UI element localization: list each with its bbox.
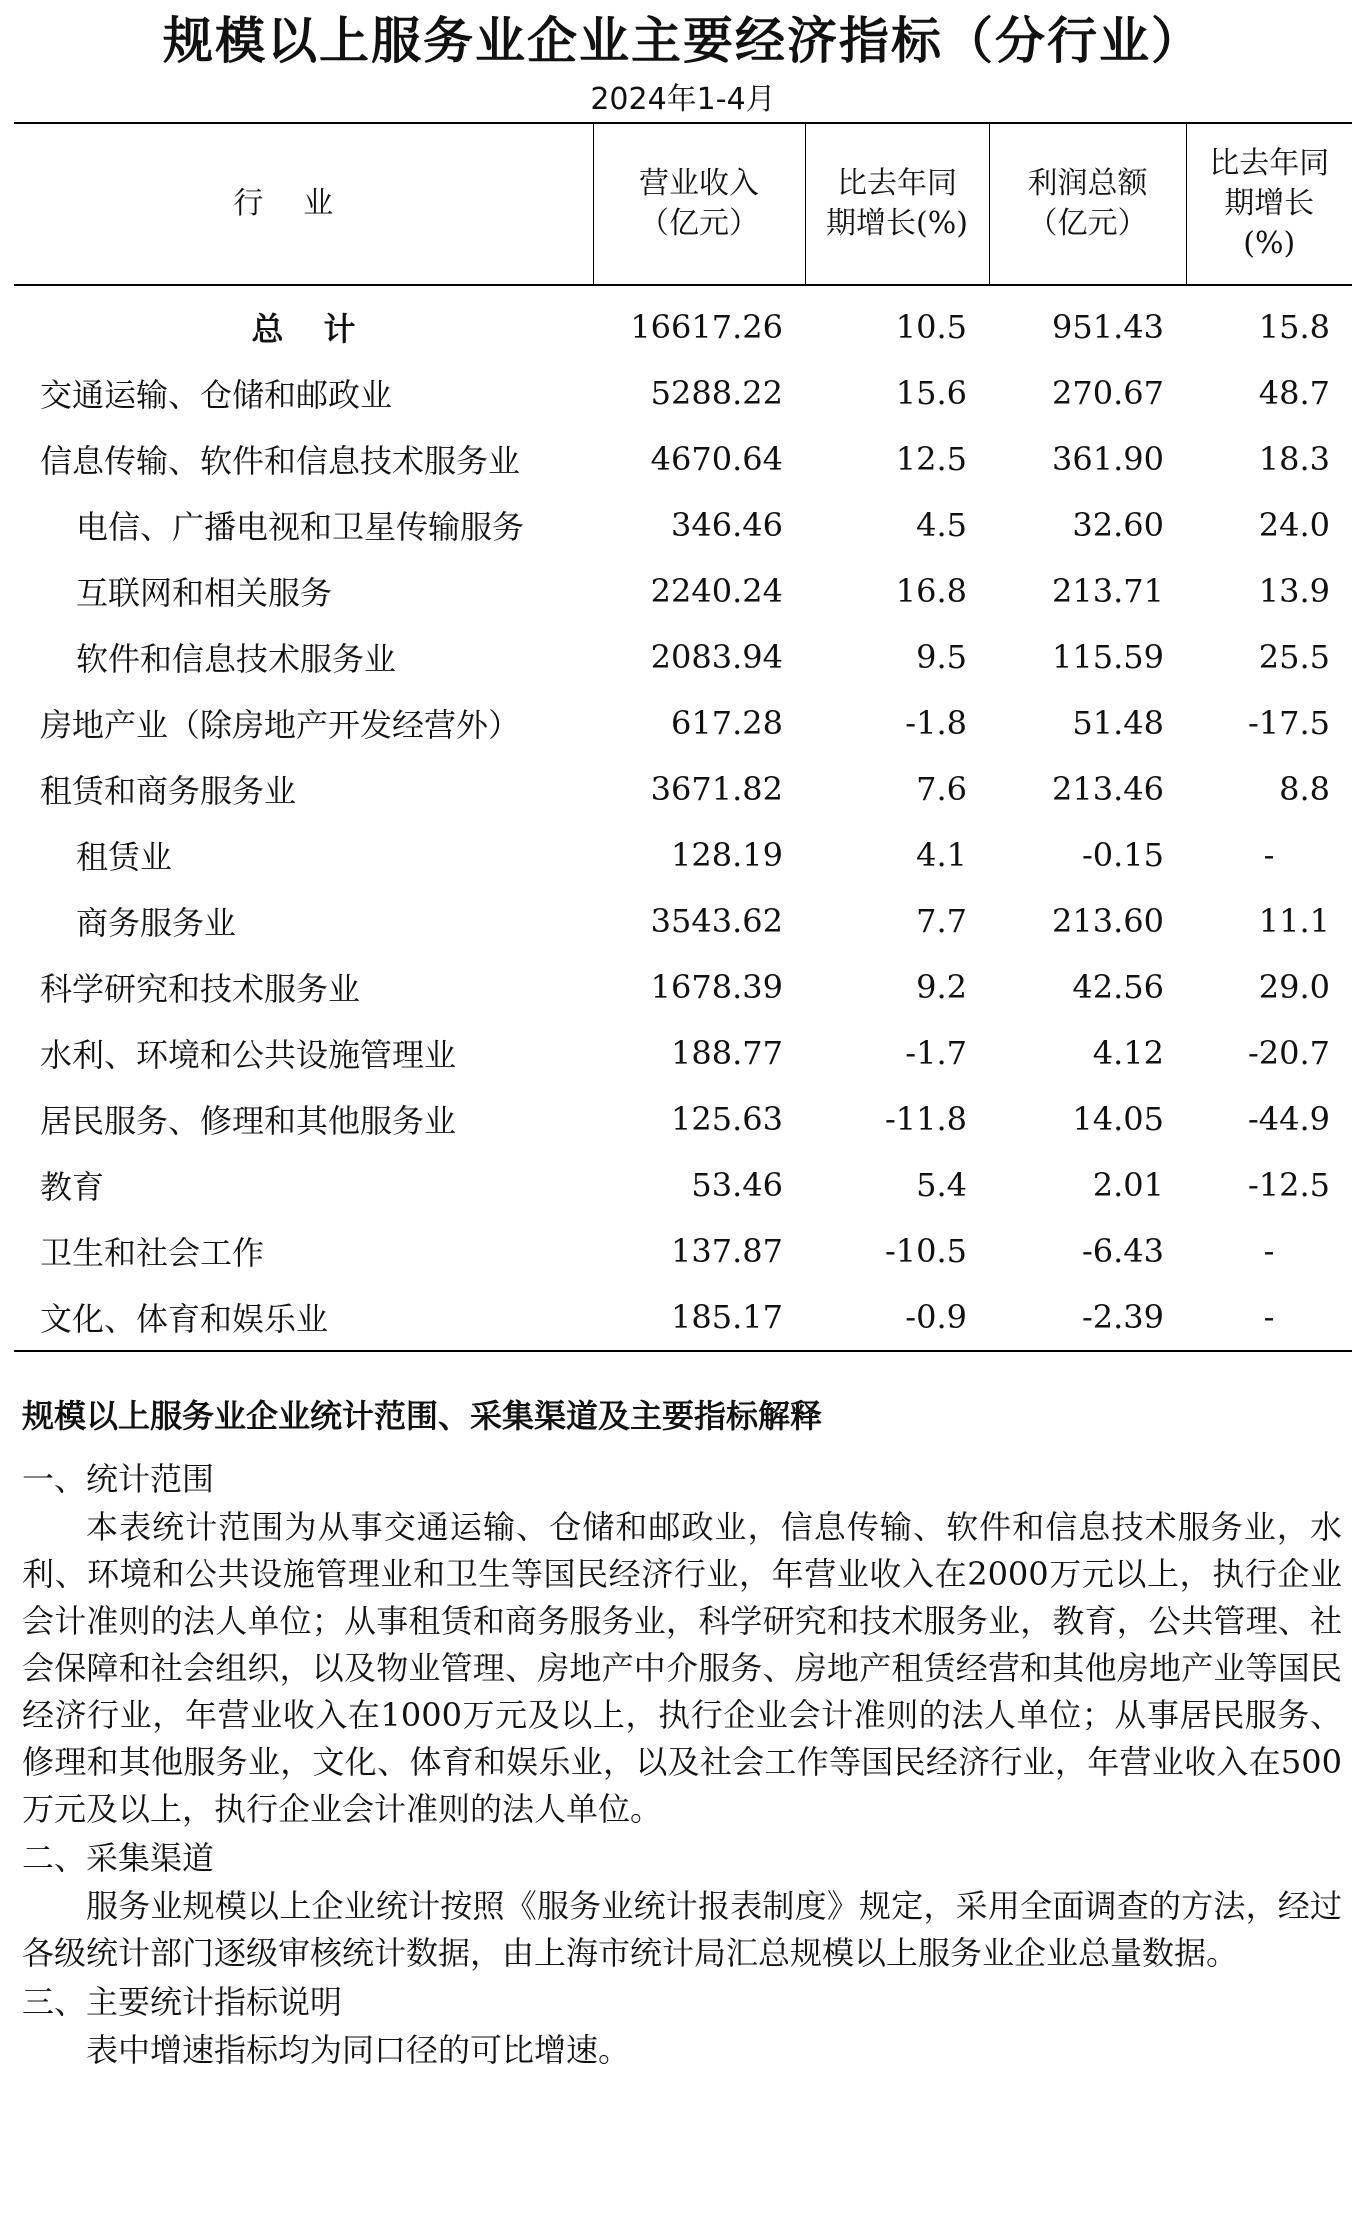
revenue-cell: 3671.82 (650, 770, 783, 808)
industry-cell: 水利、环境和公共设施管理业 (40, 1036, 457, 1074)
profit-cell: -6.43 (1081, 1232, 1164, 1270)
revenue-cell: 16617.26 (630, 308, 783, 346)
period-label: 2024年1-4月 (590, 82, 776, 117)
industry-cell: 交通运输、仓储和邮政业 (40, 376, 393, 414)
revenue-cell: 128.19 (671, 836, 783, 874)
industry-cell: 文化、体育和娱乐业 (14, 1284, 593, 1351)
table-row (14, 1086, 1352, 1152)
profit-growth-cell: 25.5 (1258, 638, 1330, 676)
table-row (14, 1218, 1352, 1284)
table-row (14, 360, 1352, 426)
profit-cell: 951.43 (1052, 308, 1164, 346)
header-revenue-growth: 比去年同 期增长(%) (805, 123, 989, 285)
revenue-growth-cell: -10.5 (884, 1232, 967, 1270)
table-row (14, 426, 1352, 492)
profit-growth-cell: 48.7 (1258, 374, 1330, 412)
revenue-growth-cell: 12.5 (895, 440, 967, 478)
profit-cell: 270.67 (1052, 374, 1164, 412)
revenue-cell: 4670.64 (650, 440, 783, 478)
revenue-growth-cell: 4.5 (916, 506, 967, 544)
revenue-growth-cell: 15.6 (895, 374, 967, 412)
profit-cell: -0.15 (1081, 836, 1164, 874)
table-row (14, 690, 1352, 756)
table-header-row (14, 123, 1352, 285)
revenue-cell: 185.17 (593, 1284, 805, 1351)
revenue-growth-cell: -1.8 (905, 704, 967, 742)
profit-growth-cell: -12.5 (1247, 1166, 1330, 1204)
revenue-cell: 125.63 (671, 1100, 783, 1138)
revenue-cell: 1678.39 (650, 968, 783, 1006)
profit-growth-cell: - (1263, 1232, 1275, 1270)
profit-cell: 213.71 (1052, 572, 1164, 610)
page-title: 规模以上服务业企业主要经济指标（分行业） (163, 12, 1203, 70)
table-body (14, 285, 1352, 1351)
table-row (14, 1284, 1352, 1351)
industry-cell: 卫生和社会工作 (40, 1234, 265, 1272)
industry-cell: 信息传输、软件和信息技术服务业 (40, 442, 521, 480)
table-row (14, 756, 1352, 822)
profit-cell: 115.59 (1052, 638, 1164, 676)
table-row (14, 1020, 1352, 1086)
profit-growth-cell: 8.8 (1279, 770, 1330, 808)
notes-text-indicators: 表中增速指标均为同口径的可比增速。 (86, 2031, 631, 2069)
industry-cell: 科学研究和技术服务业 (40, 970, 361, 1008)
revenue-cell: 2083.94 (650, 638, 783, 676)
notes-text-scope: 本表统计范围为从事交通运输、仓储和邮政业，信息传输、软件和信息技术服务业，水利、环境和公共设施管理业和卫生等国民经济行业，年营业收入在2000万元以上，执行企业会计准则的法人单位；从事租赁和商务服务业，科学研究和技术服务业，教育，公共管理、社会保障和社会组织，以及物业管理、房地产中介服务、房地产租赁经营和其他房地产业等国民经济行业，年营业收入在1000万元及以上，执行企业会计准则的法人单位；从事居民服务、修理和其他服务业，文化、体育和娱乐业，以及社会工作等国民经济行业，年营业收入在500万元及以上，执行企业会计准则的法人单位。 (22, 1508, 1342, 1828)
revenue-growth-cell: 10.5 (895, 308, 967, 346)
profit-growth-cell: - (1186, 1284, 1352, 1351)
profit-cell: 51.48 (1072, 704, 1164, 742)
industry-cell: 租赁业 (76, 838, 173, 876)
header-profit-growth: 比去年同 期增长 (%) (1186, 123, 1352, 285)
table-row (14, 558, 1352, 624)
profit-growth-cell: -44.9 (1247, 1100, 1330, 1138)
profit-cell: 14.05 (1072, 1100, 1164, 1138)
profit-growth-cell: 18.3 (1258, 440, 1330, 478)
revenue-cell: 53.46 (691, 1166, 783, 1204)
industry-cell: 总计 (251, 310, 396, 348)
profit-growth-cell: 29.0 (1258, 968, 1330, 1006)
revenue-growth-cell: 9.2 (916, 968, 967, 1006)
profit-growth-cell: 11.1 (1258, 902, 1330, 940)
revenue-growth-cell: -0.9 (805, 1284, 989, 1351)
notes-heading-scope: 一、统计范围 (22, 1460, 215, 1498)
industry-cell: 互联网和相关服务 (76, 574, 333, 612)
revenue-growth-cell: 9.5 (916, 638, 967, 676)
revenue-growth-cell: -11.8 (884, 1100, 967, 1138)
profit-growth-cell: 15.8 (1258, 308, 1330, 346)
indicator-table (14, 122, 1352, 1352)
profit-cell: 4.12 (1092, 1034, 1164, 1072)
header-industry: 行业 (14, 123, 593, 285)
revenue-growth-cell: 7.6 (916, 770, 967, 808)
notes-text-channel: 服务业规模以上企业统计按照《服务业统计报表制度》规定，采用全面调查的方法，经过各级统计部门逐级审核统计数据，由上海市统计局汇总规模以上服务业企业总量数据。 (22, 1887, 1342, 1972)
profit-growth-cell: 24.0 (1258, 506, 1330, 544)
notes-heading-channel: 二、采集渠道 (22, 1839, 215, 1877)
revenue-cell: 137.87 (671, 1232, 783, 1270)
industry-cell: 教育 (40, 1168, 105, 1206)
industry-cell: 租赁和商务服务业 (40, 772, 297, 810)
revenue-cell: 5288.22 (650, 374, 783, 412)
revenue-cell: 188.77 (671, 1034, 783, 1072)
profit-cell: 213.46 (1052, 770, 1164, 808)
revenue-cell: 2240.24 (650, 572, 783, 610)
revenue-growth-cell: 16.8 (895, 572, 967, 610)
revenue-growth-cell: 4.1 (916, 836, 967, 874)
profit-growth-cell: - (1263, 836, 1275, 874)
industry-cell: 居民服务、修理和其他服务业 (40, 1102, 457, 1140)
revenue-cell: 617.28 (671, 704, 783, 742)
profit-growth-cell: -17.5 (1247, 704, 1330, 742)
revenue-growth-cell: -1.7 (905, 1034, 967, 1072)
table-row (14, 822, 1352, 888)
notes-heading-indicators: 三、主要统计指标说明 (22, 1983, 343, 2021)
industry-cell: 房地产业（除房地产开发经营外） (40, 706, 521, 744)
table-row-total (14, 285, 1352, 360)
industry-cell: 软件和信息技术服务业 (76, 640, 397, 678)
table-row (14, 492, 1352, 558)
profit-cell: 32.60 (1072, 506, 1164, 544)
profit-growth-cell: 13.9 (1258, 572, 1330, 610)
profit-cell: 42.56 (1072, 968, 1164, 1006)
header-revenue: 营业收入 （亿元） (593, 123, 805, 285)
profit-cell: 213.60 (1052, 902, 1164, 940)
profit-cell: 361.90 (1052, 440, 1164, 478)
revenue-growth-cell: 7.7 (916, 902, 967, 940)
header-profit: 利润总额 （亿元） (989, 123, 1186, 285)
notes-section (22, 1388, 1342, 2074)
profit-cell: -2.39 (989, 1284, 1186, 1351)
revenue-cell: 346.46 (671, 506, 783, 544)
table-row (14, 1152, 1352, 1218)
revenue-growth-cell: 5.4 (916, 1166, 967, 1204)
table-row (14, 888, 1352, 954)
profit-growth-cell: -20.7 (1247, 1034, 1330, 1072)
industry-cell: 商务服务业 (76, 904, 237, 942)
notes-title: 规模以上服务业企业统计范围、采集渠道及主要指标解释 (22, 1397, 823, 1435)
table-row (14, 954, 1352, 1020)
revenue-cell: 3543.62 (650, 902, 783, 940)
industry-cell: 电信、广播电视和卫星传输服务 (76, 508, 525, 546)
table-row (14, 624, 1352, 690)
profit-cell: 2.01 (1092, 1166, 1164, 1204)
